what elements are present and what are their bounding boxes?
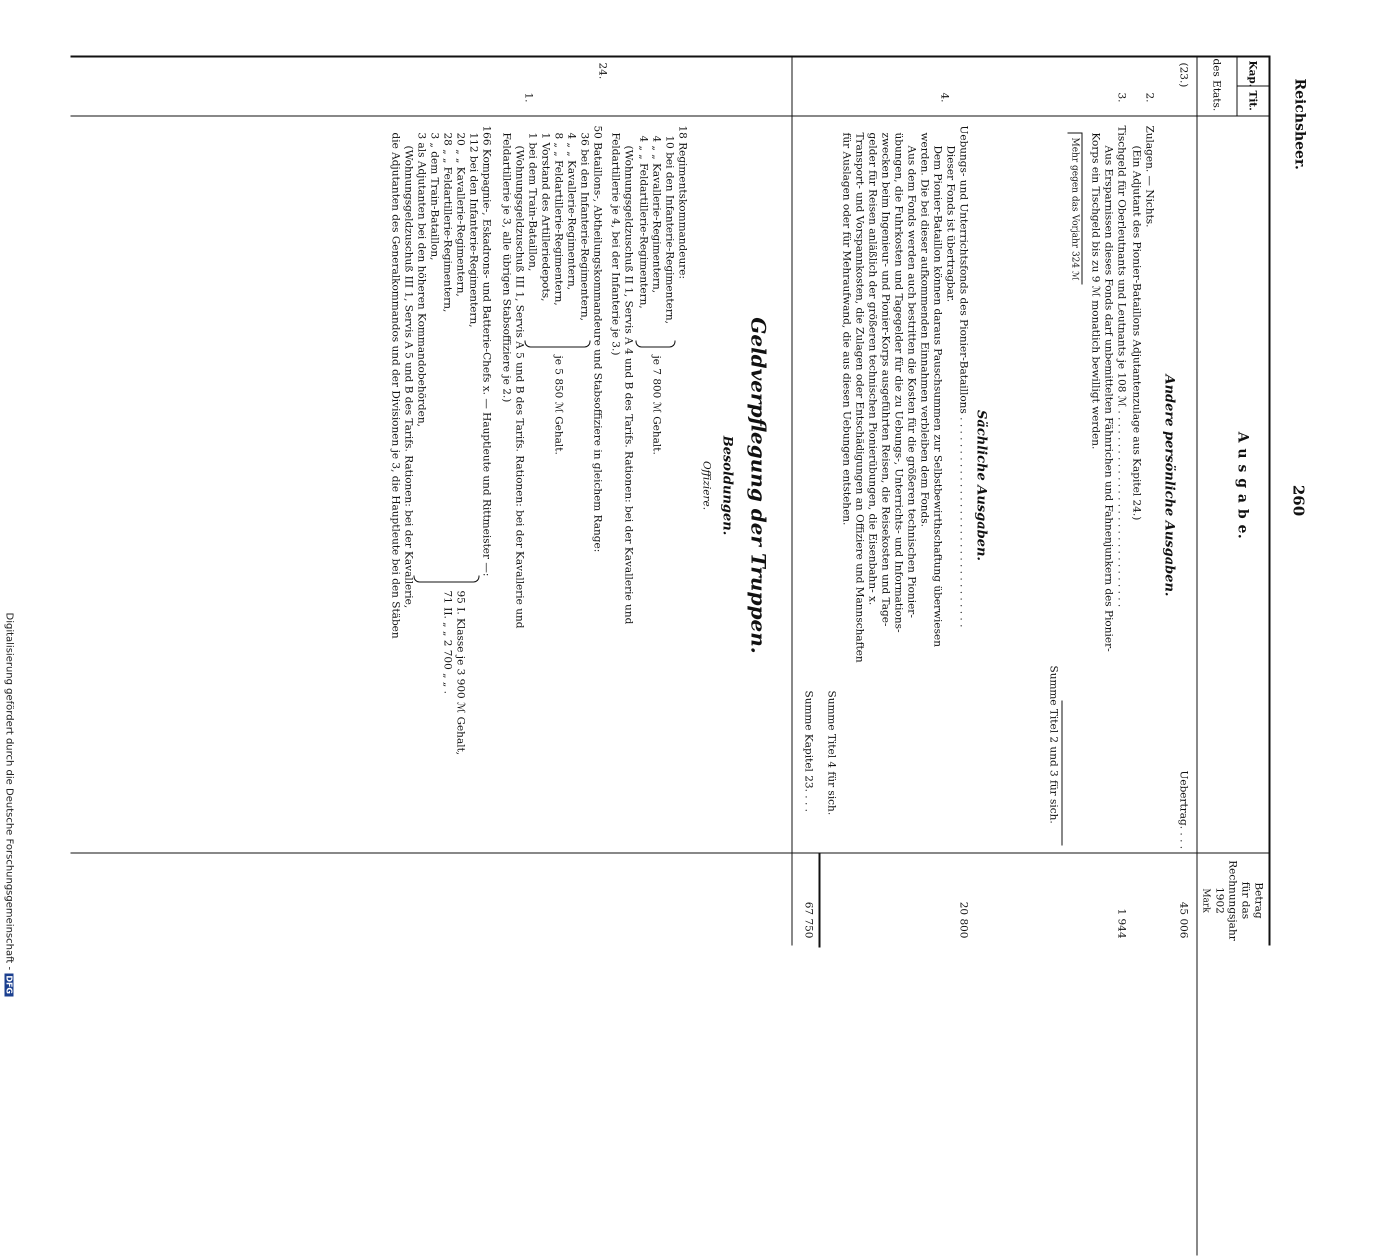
rk-brace	[636, 341, 676, 348]
tit3-line3: Korps ein Tischgeld bis zu 9 ℳ monatlich bewilligt werden.	[1089, 132, 1102, 450]
tit4-line1: Uebungs- und Unterrichtsfonds des Pionier-Bataillons . . . . . . . . . . . . . . . . . . . . . . . . . . . . . . . .	[957, 125, 970, 628]
page-number: 260	[1289, 484, 1308, 517]
col-kap: Kap.	[1246, 60, 1259, 88]
kc-amount-1: 95 I. Klasse je 3 900 ℳ Gehalt,	[454, 590, 467, 756]
mark-label: Mark	[1200, 888, 1211, 913]
tit2-line1: Zulagen. — Nichts.	[1143, 125, 1156, 228]
rk-head: 18 Regimentskommandeure:	[676, 125, 689, 280]
tit2-line2: (Ein Adjutant des Pionier-Bataillons Adjutantenzulage aus Kapitel 24.)	[1130, 145, 1143, 521]
kap-23: (23.)	[1177, 62, 1190, 88]
kc-note-1: (Wohnungsgeldzuschuß III 1, Servis A 5 und B des Tarifs. Rationen: bei der Kavallerie,	[402, 145, 415, 609]
footer-caption: Digitalisierung gefördert durch die Deutsche Forschungsgemeinschaft -	[3, 612, 15, 971]
section-title: A u s g a b e.	[1234, 431, 1251, 540]
bk-brace	[525, 341, 591, 348]
bk-note-1: (Wohnungsgeldzuschuß III 1, Servis A 5 und B des Tarifs. Rationen: bei der Kavallerie und	[513, 145, 526, 629]
tit-4: 4.	[938, 92, 951, 103]
kc-note-2: die Adjutanten des Generalkommandos und der Divisionen je 3, die Hauptleute bei den Stäben	[389, 132, 402, 639]
header-bottom-rule	[1197, 56, 1198, 1256]
summe-kapitel-rule	[819, 853, 821, 948]
tit4-line7: zwecken beim Ingenieur- und Pionier-Korps ausgeführten Reisen, die Reisekosten und Tage-	[879, 132, 892, 627]
tit3-value: 1 944	[1115, 908, 1128, 939]
uebertrag-label: Uebertrag. . . .	[1177, 770, 1190, 850]
bk-head: 50 Bataillons-, Abtheilungskommandeure und Stabsoffiziere in gleichem Range:	[591, 125, 604, 553]
rk-item-2: 4 „ „ Kavallerie-Regimentern,	[650, 135, 663, 294]
rk-note-1: (Wohnungsgeldzuschuß II 1, Servis A 4 und B des Tarifs. Rationen: bei der Kavallerie und	[622, 145, 635, 625]
tit-1: 1.	[522, 92, 535, 103]
betrag-l4: 1902	[1213, 887, 1226, 914]
tit3-summe: Summe Titel 2 und 3 für sich.	[1047, 665, 1060, 824]
tit3-summe-rule	[1062, 701, 1063, 846]
uebertrag-value: 45 006	[1177, 901, 1190, 939]
bk-item-1: 36 bei den Infanterie-Regimentern,	[578, 132, 591, 321]
tit-2: 2.	[1143, 92, 1156, 103]
rk-note-2: Feldartillerie je 4, bei der Infanterie je 3.)	[609, 132, 622, 356]
tit-3: 3.	[1115, 92, 1128, 103]
tit4-summe: Summe Titel 4 für sich.	[825, 690, 838, 816]
kc-brace	[414, 576, 480, 583]
kapitel-end-rule	[792, 56, 793, 946]
geldverpflegung-heading: Geldverpflegung der Truppen.	[746, 317, 771, 654]
tit3-line2: Aus Ersparnissen dieses Fonds darf unbemittelten Fähnrichen und Fahnenjunkern des Pionier-	[1102, 145, 1115, 652]
bk-item-3: 8 „ „ Feldartillerie-Regimentern,	[552, 132, 565, 306]
bk-item-5: 1 bei dem Train-Bataillon,	[526, 132, 539, 272]
tit3-line1: Tischgeld für Oberleutnants und Leutnants je 108 ℳ . . . . . . . . . . . . . . . . . . . . . . . . . . . . . .	[1115, 125, 1128, 608]
betrag-header	[1213, 857, 1265, 945]
document-page	[0, 1, 1383, 1001]
top-rule	[1269, 56, 1271, 946]
column-rule	[71, 116, 1271, 117]
bk-item-2: 4 „ „ Kavallerie-Regimentern,	[565, 132, 578, 291]
footer-text	[4, 613, 15, 997]
tit4-line2: Dieser Fonds ist übertragbar.	[944, 145, 957, 303]
rk-item-3: 4 „ „ Feldartillerie-Regimentern,	[637, 135, 650, 309]
bk-amount: je 5 850 ℳ Gehalt.	[552, 355, 565, 455]
betrag-l3: Rechnungsjahr	[1226, 860, 1239, 941]
betrag-l2: für das	[1239, 881, 1252, 920]
header-left: Reichsheer.	[1291, 78, 1308, 170]
tit4-line9: Transport- und Vorspannkosten, die Zulagen oder Entschädigungen an Offiziere und Mannschaften	[853, 132, 866, 663]
betrag-l1: Betrag	[1252, 882, 1265, 919]
tit4-line5: Aus dem Fonds werden auch bestritten die Kosten für die größeren technischen Pionier-	[905, 145, 918, 618]
kc-item-4: 3 „ dem Train-Bataillon,	[428, 132, 441, 261]
col-tit: Tit.	[1246, 90, 1259, 111]
bk-note-2: Feldartillerie je 3, alle übrigen Stabsoffiziere je 2.)	[500, 132, 513, 403]
bk-item-4: 1 Vorstand des Artilleriedepots,	[539, 132, 552, 302]
tit4-line10: für Auslagen oder für Mehraufwand, die aus diesen Uebungen entstehen.	[840, 132, 853, 526]
kc-item-1: 112 bei den Infanterie-Regimentern,	[467, 132, 480, 328]
tit3-note: Mehr gegen das Vorjahr 324 ℳ	[1068, 133, 1083, 285]
saechliche-heading: Sächliche Ausgaben.	[973, 410, 989, 561]
andere-heading: Andere persönliche Ausgaben.	[1161, 374, 1177, 597]
col-des-etats: des Etats.	[1210, 58, 1223, 112]
kc-item-5: 3 als Adjutanten bei den höheren Kommandobehörden,	[415, 132, 428, 427]
besoldungen-heading: Besoldungen.	[719, 435, 735, 536]
tit4-line6: übungen, die Fuhrkosten und Tagegelder für die zu Uebungs-, Unterrichts- und Informations-	[892, 132, 905, 633]
left-rule	[71, 56, 1271, 58]
summe-kapitel: Summe Kapitel 23. . . .	[802, 690, 815, 812]
kc-head: 166 Kompagnie-, Eskadrons- und Batterie-Chefs x. — Hauptleute und Rittmeister —:	[480, 125, 493, 577]
tit4-line8: gelder für Reisen anläßlich der größeren technischen Pionierübungen, die Eisenbahn- x.	[866, 132, 879, 606]
kc-item-3: 28 „ „ Feldartillerie-Regimentern,	[441, 132, 454, 313]
tit4-line3: Dem Pionier-Bataillon können daraus Pauschsummen zur Selbstbewirthschaftung überwiesen	[931, 145, 944, 647]
rk-amount: je 7 800 ℳ Gehalt.	[650, 355, 663, 455]
tit4-line4: werden. Die bei dieser aufkommenden Einnahmen verbleiben dem Fonds.	[918, 132, 931, 527]
tit4-value: 20 800	[957, 901, 970, 939]
kc-item-2: 20 „ „ Kavallerie-Regimentern,	[454, 132, 467, 297]
rk-item-1: 10 bei den Infanterie-Regimentern,	[663, 135, 676, 324]
summe-kapitel-value: 67 750	[802, 901, 815, 939]
kap-24: 24.	[596, 62, 609, 80]
dfg-logo: DFG	[4, 975, 14, 994]
kc-amount-2: 71 II. „ „ 2 700 „ „ .	[441, 590, 454, 695]
amount-column-rule	[71, 853, 1271, 854]
offiziere-heading: Offiziere.	[700, 460, 713, 511]
